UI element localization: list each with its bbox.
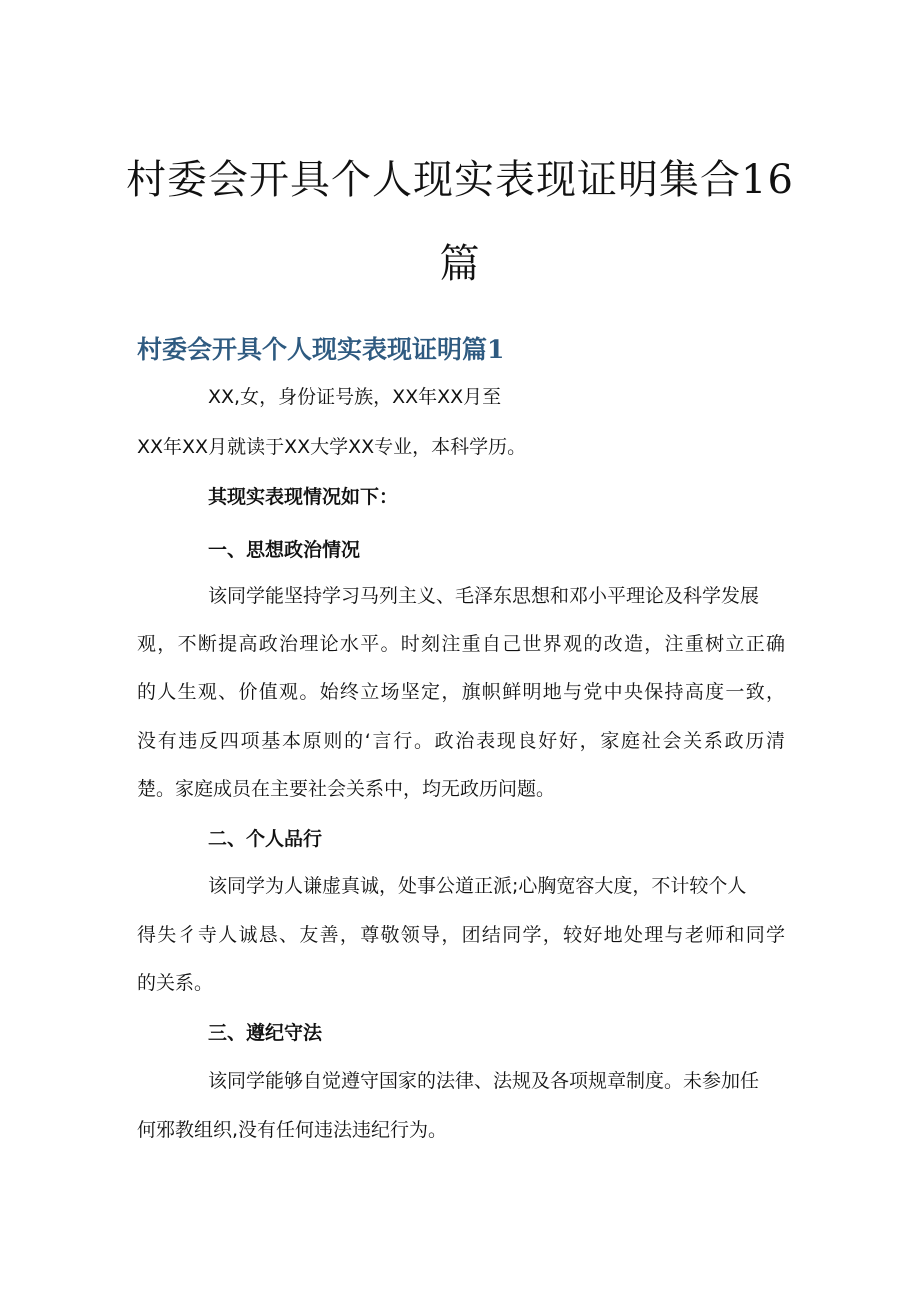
character-paragraph-line-3: 的关系。: [137, 972, 214, 994]
intro-line-1: XX,女，身份证号族，XX年XX月至: [208, 386, 502, 408]
section-heading-law: 三、遵纪守法: [208, 1022, 323, 1044]
section-heading-politics: 一、思想政治情况: [208, 539, 361, 561]
politics-paragraph-line-2: 观，不断提高政治理论水平。时刻注重自己世界观的改造，注重树立正确: [137, 633, 785, 655]
section-heading-character: 二、个人品行: [208, 828, 323, 850]
overview-heading: 其现实表现情况如下：: [208, 486, 399, 508]
document-title-line-2: 篇: [439, 241, 481, 287]
character-paragraph-line-2: 得失彳寺人诚恳、友善，尊敬领导，团结同学，较好地处理与老师和同学: [137, 924, 785, 946]
law-paragraph-line-1: 该同学能够自觉遵守国家的法律、法规及各项规章制度。未参加任: [208, 1070, 760, 1092]
politics-paragraph-line-1: 该同学能坚持学习马列主义、毛泽东思想和邓小平理论及科学发展: [208, 585, 760, 607]
politics-paragraph-line-5: 楚。家庭成员在主要社会关系中，均无政历问题。: [137, 778, 556, 800]
section-heading: 村委会开具个人现实表现证明篇1: [137, 335, 505, 364]
character-paragraph-line-1: 该同学为人谦虚真诚，处事公道正派;心胸宽容大度，不计较个人: [208, 875, 747, 897]
law-paragraph-line-2: 何邪教组织,没有任何违法违纪行为。: [137, 1119, 448, 1141]
politics-paragraph-line-3: 的人生观、价值观。始终立场坚定，旗帜鲜明地与党中央保持高度一致，: [137, 681, 785, 703]
intro-line-2: XX年XX月就读于XX大学XX专业，本科学历。: [137, 436, 527, 458]
document-title-line-1: 村委会开具个人现实表现证明集合16: [126, 157, 794, 203]
politics-paragraph-line-4: 没有违反四项基本原则的‘言行。政治表现良好好，家庭社会关系政历清: [137, 730, 785, 752]
